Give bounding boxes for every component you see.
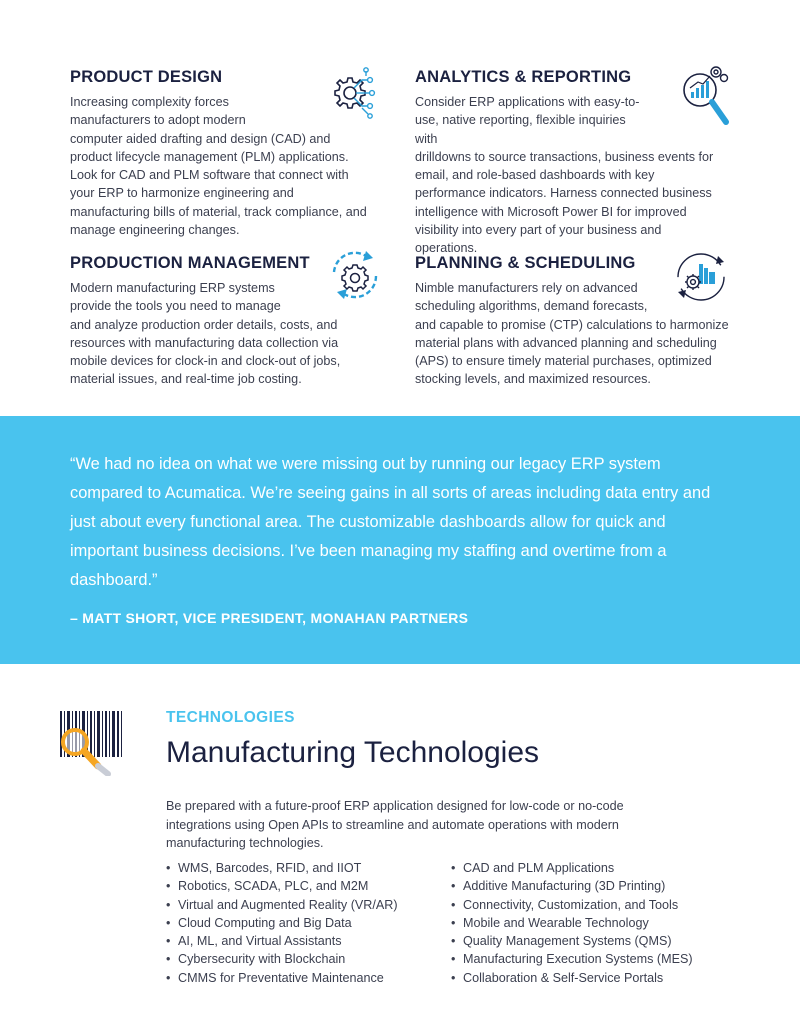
list-item: • Virtual and Augmented Reality (VR/AR) (166, 896, 398, 914)
feature-body-rest: and capable to promise (CTP) calculations to harmonize material plans with advanced planning and scheduling (APS) to ensure timely material purchases, optimized stocking levels, and maximized resources. (415, 317, 729, 387)
list-item: • Robotics, SCADA, PLC, and M2M (166, 877, 398, 895)
feature-body (70, 93, 370, 239)
gear-cycle-icon (326, 250, 384, 300)
feature-body-lead: Nimble manufacturers rely on advanced scheduling algorithms, demand forecasts, (415, 281, 648, 314)
list-item: • Manufacturing Execution Systems (MES) (451, 950, 693, 968)
magnifier-chart-icon (678, 64, 732, 130)
section-eyebrow: TECHNOLOGIES (166, 709, 295, 726)
list-item: • Mobile and Wearable Technology (451, 914, 693, 932)
feature-product-design (70, 68, 370, 239)
list-item: • WMS, Barcodes, RFID, and IIOT (166, 859, 398, 877)
testimonial-quote: “We had no idea on what we were missing out by running our legacy ERP system compared to Acumatica. We’re seeing gains in all sorts of areas including data entry and just about every functional area. The customizable dashboards allow for quick and important business decisions. I’ve been managing my staffing and overtime from a dashboard.” (70, 455, 711, 589)
feature-body-rest: drilldowns to source transactions, business events for email, and role-based dashboards with key performance indicators. Harness connected business intelligence with Microsoft Power BI for improved visibility into every part of your business and operations. (415, 149, 714, 256)
feature-body-lead: Increasing complexity forces manufacturers to adopt modern (70, 95, 246, 128)
feature-body-lead: Consider ERP applications with easy-to-use, native reporting, flexible inquiries with (415, 95, 640, 146)
feature-title: PRODUCT DESIGN (70, 68, 223, 86)
list-item: • Additive Manufacturing (3D Printing) (451, 877, 693, 895)
list-item: • Cloud Computing and Big Data (166, 914, 398, 932)
feature-title: PLANNING & SCHEDULING (415, 254, 636, 272)
section-title: Manufacturing Technologies (166, 736, 540, 769)
list-item: • AI, ML, and Virtual Assistants (166, 932, 398, 950)
technology-list-left (166, 859, 398, 987)
list-item: • Connectivity, Customization, and Tools (451, 896, 693, 914)
gear-circuit-icon (328, 66, 376, 122)
list-item: • CMMS for Preventative Maintenance (166, 969, 398, 987)
feature-body-rest: computer aided drafting and design (CAD) and product lifecycle management (PLM) applications. Look for CAD and PLM software that connect with your ERP to harmonize engineering and manufacturing bills of material, track compliance, and manage engineering changes. (70, 131, 367, 238)
feature-body-rest: and analyze production order details, costs, and resources with manufacturing data collection via mobile devices for clock-in and clock-out of jobs, material issues, and real-time job costing. (70, 317, 341, 387)
feature-body (70, 279, 370, 389)
feature-production-management (70, 254, 370, 389)
list-item: • CAD and PLM Applications (451, 859, 693, 877)
list-item: • Collaboration & Self-Service Portals (451, 969, 693, 987)
feature-body-lead: Modern manufacturing ERP systems provide the tools you need to manage (70, 281, 281, 314)
feature-title: ANALYTICS & REPORTING (415, 68, 632, 86)
feature-title: PRODUCTION MANAGEMENT (70, 254, 310, 272)
list-item: • Cybersecurity with Blockchain (166, 950, 398, 968)
factory-cycle-icon (674, 250, 728, 306)
section-intro: Be prepared with a future-proof ERP application designed for low-code or no-code integrations using Open APIs to streamline and automate operations with modern manufacturing technologies. (166, 799, 624, 850)
technology-list-right (451, 859, 693, 987)
testimonial-author: – MATT SHORT, VICE PRESIDENT, MONAHAN PARTNERS (70, 610, 469, 626)
barcode-magnifier-icon (58, 708, 124, 776)
list-item: • Quality Management Systems (QMS) (451, 932, 693, 950)
